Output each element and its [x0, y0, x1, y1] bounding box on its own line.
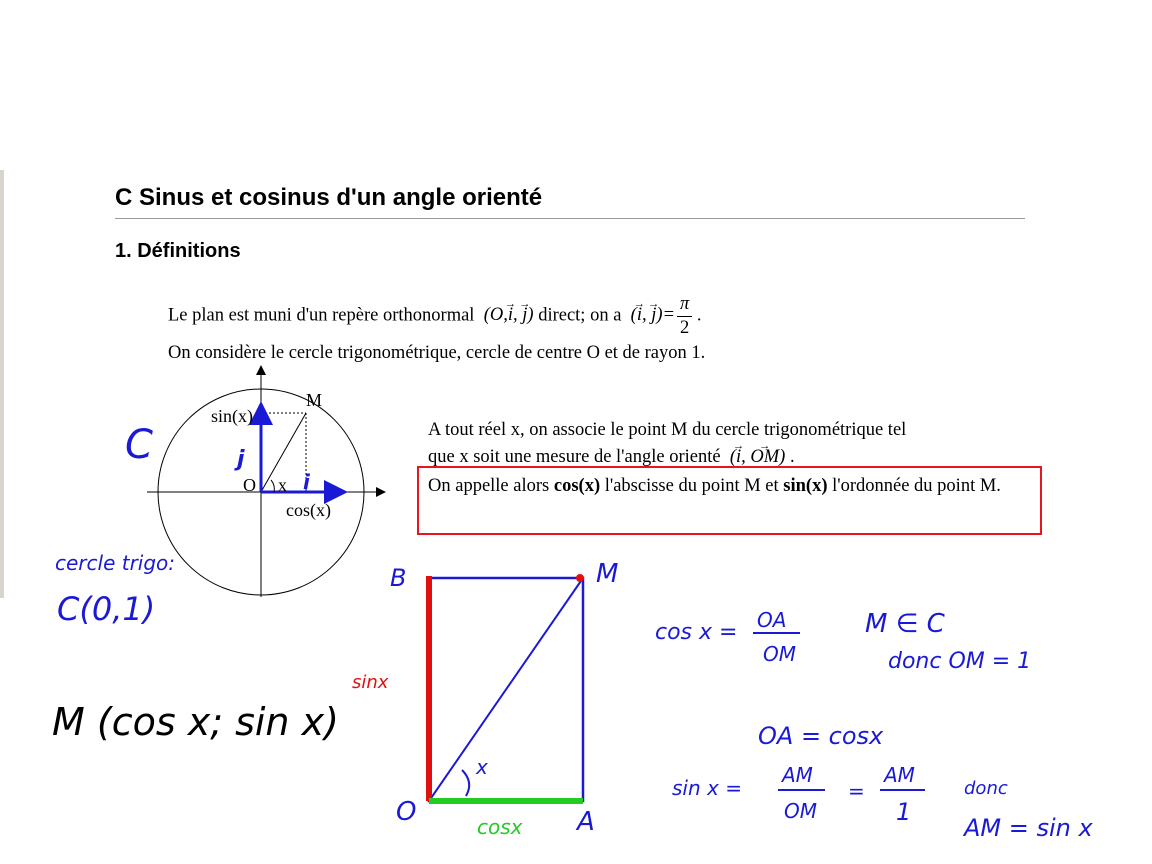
label-sin: sin(x)	[211, 406, 253, 426]
hw-eq-cos: cos x =	[655, 620, 738, 645]
intro-middle: direct; on a	[538, 305, 622, 326]
hw-cercle-trigo: cercle trigo:	[55, 551, 176, 575]
hw-label-O: O	[396, 797, 417, 827]
hw-eq-sin-num2: AM	[884, 763, 915, 787]
hw-eq-sin-den: OM	[784, 799, 817, 823]
hw-point-M	[576, 574, 584, 582]
hw-sinx: sinx	[352, 672, 389, 693]
hw-oa-cos: OA = cosx	[758, 722, 884, 750]
subsection-title: 1. Définitions	[115, 240, 241, 262]
hw-label-M: M	[596, 559, 619, 589]
hw-member: M ∈ C	[865, 609, 945, 639]
hw-circle-symbol: C	[125, 422, 153, 468]
hw-donc-om: donc OM = 1	[888, 649, 1032, 674]
hw-eq-sin-num: AM	[782, 763, 813, 787]
label-O: O	[243, 475, 256, 495]
label-x: x	[278, 475, 287, 495]
hw-circle-def: C(0,1)	[57, 590, 156, 628]
pi-over-2: $\frac{\pi}{2}$	[677, 295, 692, 337]
hw-donc: donc	[964, 778, 1008, 799]
intro-line-1: Le plan est muni d'un repère orthonormal (O,i →, j →) direct; on a (i →, j →)= $\frac{\pi}{2}$ .	[168, 295, 702, 337]
handwritten-notes	[52, 422, 1094, 842]
intro-line-2: On considère le cercle trigonométrique, cercle de centre O et de rayon 1.	[168, 343, 706, 363]
hw-label-B: B	[390, 564, 407, 592]
cos-term: cos(x)	[553, 476, 601, 496]
definition-line-2: que x soit une mesure de l'angle orienté (i →, OM →) .	[428, 447, 795, 468]
hw-am-sin: AM = sin x	[964, 814, 1093, 842]
section-title: C Sinus et cosinus d'un angle orienté	[115, 184, 543, 211]
hw-label-x: x	[476, 755, 488, 779]
sin-term: sin(x)	[783, 476, 828, 496]
hw-vec-i: i	[303, 470, 310, 494]
definition-line-1: A tout réel x, on associe le point M du cercle trigonométrique tel	[428, 420, 907, 440]
hw-M-coords: M (cos x; sin x)	[52, 700, 339, 744]
hw-eq-sin-den2: 1	[896, 798, 912, 826]
hw-diagonal-OM	[429, 578, 583, 801]
label-cos: cos(x)	[286, 500, 331, 520]
hw-eq-equals: =	[848, 779, 865, 803]
hw-label-A: A	[577, 807, 595, 837]
angle-notation: (i →, j →)=	[626, 305, 675, 325]
definition-box-text: On appelle alors cos(x) l'abscisse du point M et sin(x) l'ordonnée du point M.	[428, 476, 1001, 496]
hw-vec-j: j	[237, 447, 245, 472]
hw-eq-sin: sin x =	[672, 776, 742, 800]
intro-prefix: Le plan est muni d'un repère orthonormal	[168, 305, 475, 326]
label-M: M	[306, 390, 323, 410]
hw-eq-cos-den: OM	[763, 642, 796, 666]
unit-circle-figure	[147, 366, 385, 597]
hw-eq-cos-num: OA	[757, 608, 787, 632]
angle-arc	[271, 480, 274, 492]
hw-angle-mark	[462, 770, 469, 796]
hw-cosx: cosx	[477, 815, 523, 839]
frame-notation: (O,i →, j →)	[479, 305, 534, 325]
